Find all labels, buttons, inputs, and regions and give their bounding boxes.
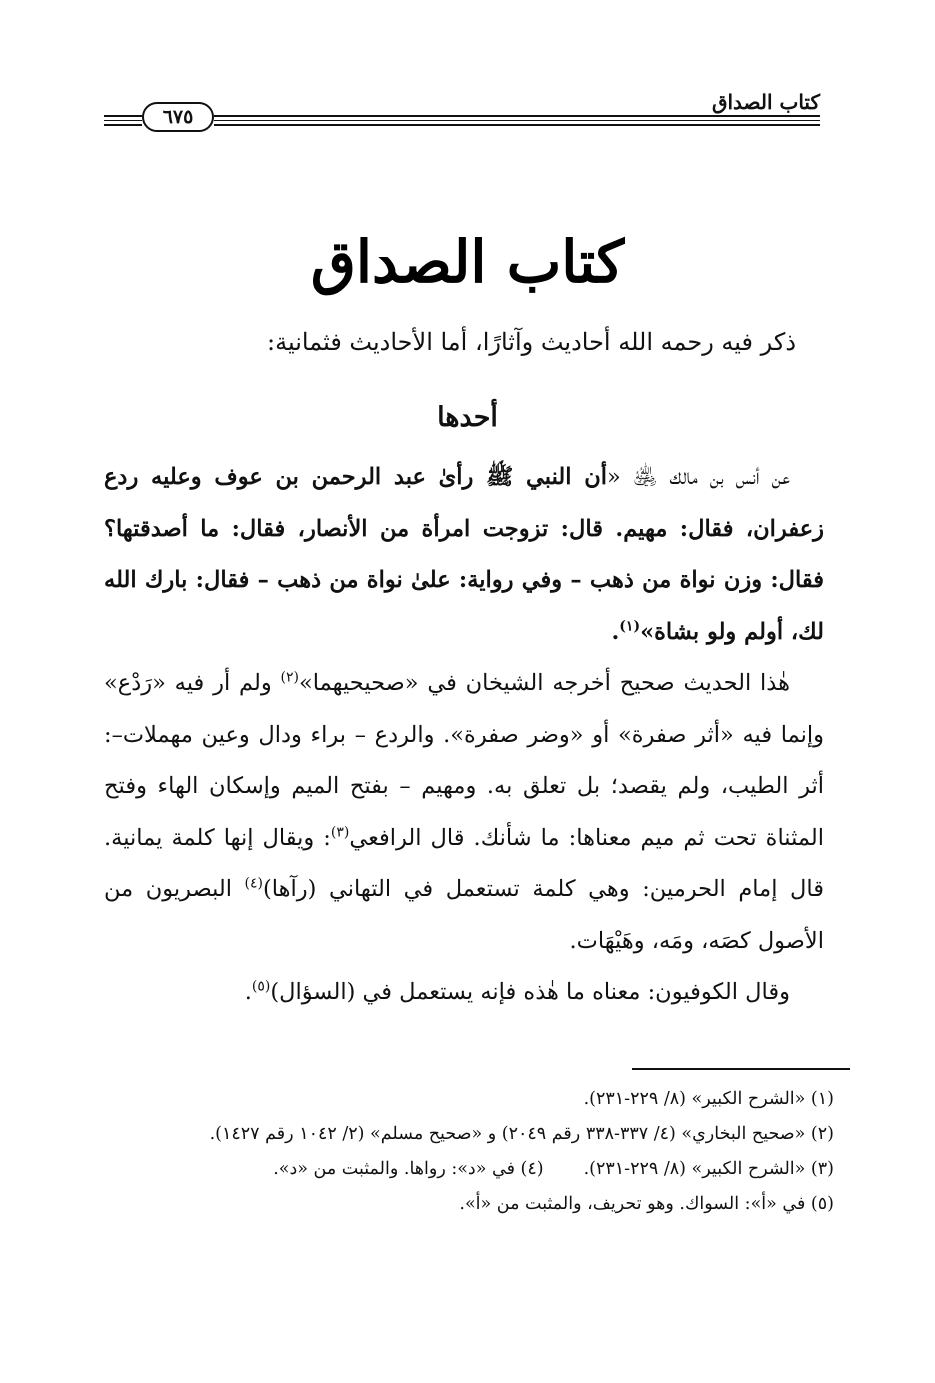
hadith-end: . [611, 618, 620, 645]
header-rule [104, 124, 142, 126]
section-heading: أحدها [437, 402, 498, 433]
footnote-ref: (١) [619, 618, 641, 634]
commentary-text: وقال الكوفيون: معناه ما هٰذه فإنه يستعمل في (السؤال) [270, 979, 790, 1005]
footnote-row [104, 1152, 834, 1187]
running-title: كتاب الصداق [711, 90, 820, 114]
header-rule [214, 120, 820, 121]
hadith-text: أن النبي ﷺ رأىٰ عبد الرحمن بن عوف وعليه ردع زعفران، فقال: مهيم. قال: تزوجت امرأة من الأنصار، فقال: ما أصدقتها؟ فقال: وزن نواة من ذهب – وفي رواية: علىٰ نواة من ذهب – فقال: بارك الله لك، أولم ولو بشاة» [104, 464, 824, 645]
footnote-ref: (٢) [280, 669, 299, 686]
header-rule [214, 115, 820, 117]
main-text [104, 452, 824, 1019]
commentary-paragraph [104, 658, 824, 967]
header-rule [214, 124, 820, 126]
commentary-paragraph [104, 967, 824, 1019]
footnote-3: (٣) «الشرح الكبير» (٨/ ٢٢٩-٢٣١). [583, 1159, 834, 1179]
commentary-text: هٰذا الحديث صحيح أخرجه الشيخان في «صحيحيهما» [299, 670, 790, 696]
footnote-ref: (٤) [244, 875, 264, 892]
footnote-ref: (٣) [330, 824, 350, 840]
chapter-title: كتاب الصداق [310, 228, 625, 296]
footnote-2: (٢) «صحيح البخاري» (٤/ ٣٣٧-٣٣٨ رقم ٢٠٤٩) و «صحيح مسلم» (٢/ ١٠٤٢ رقم ١٤٢٧). [209, 1124, 834, 1144]
footnotes [104, 1082, 834, 1222]
header-rule [104, 115, 142, 117]
running-header [104, 88, 820, 134]
commentary-text: ولم أر فيه «رَدْع» وإنما فيه «أثر صفرة» أو «وضر صفرة». والردع – براء ودال وعين مهملات–: أثر الطيب، ولم يقصد؛ بل تعلق به. ومهيم – بفتح الميم وإسكان الهاء وفتح المثناة تحت ثم ميم معناها: ما شأنك. قال الرافعي [104, 670, 824, 851]
footnote-separator [632, 1068, 850, 1070]
footnote-ref: (٥) [251, 978, 271, 995]
hadith-narrator: عن أنس بن مالك ﵁ « [607, 464, 790, 490]
commentary-text: : ويقال إنها كلمة يمانية. قال إمام الحرمين: وهي كلمة تستعمل في التهاني (رآها) [104, 824, 824, 902]
footnote-4: (٤) في «د»: رواها. والمثبت من «د». [273, 1159, 544, 1179]
commentary-text: . [244, 979, 252, 1005]
footnote-1: (١) «الشرح الكبير» (٨/ ٢٢٩-٢٣١). [583, 1089, 834, 1109]
page-number-badge: ٦٧٥ [142, 102, 214, 132]
header-rule [104, 120, 142, 121]
footnote-5: (٥) في «أ»: السواك. وهو تحريف، والمثبت من «أ». [459, 1194, 834, 1214]
intro-line: ذكر فيه رحمه الله أحاديث وآثارًا، أما الأحاديث فثمانية: [267, 328, 796, 356]
commentary-text: البصريون من الأصول كصَه، ومَه، وهَيْهَات. [104, 876, 824, 954]
hadith-paragraph [104, 452, 824, 658]
